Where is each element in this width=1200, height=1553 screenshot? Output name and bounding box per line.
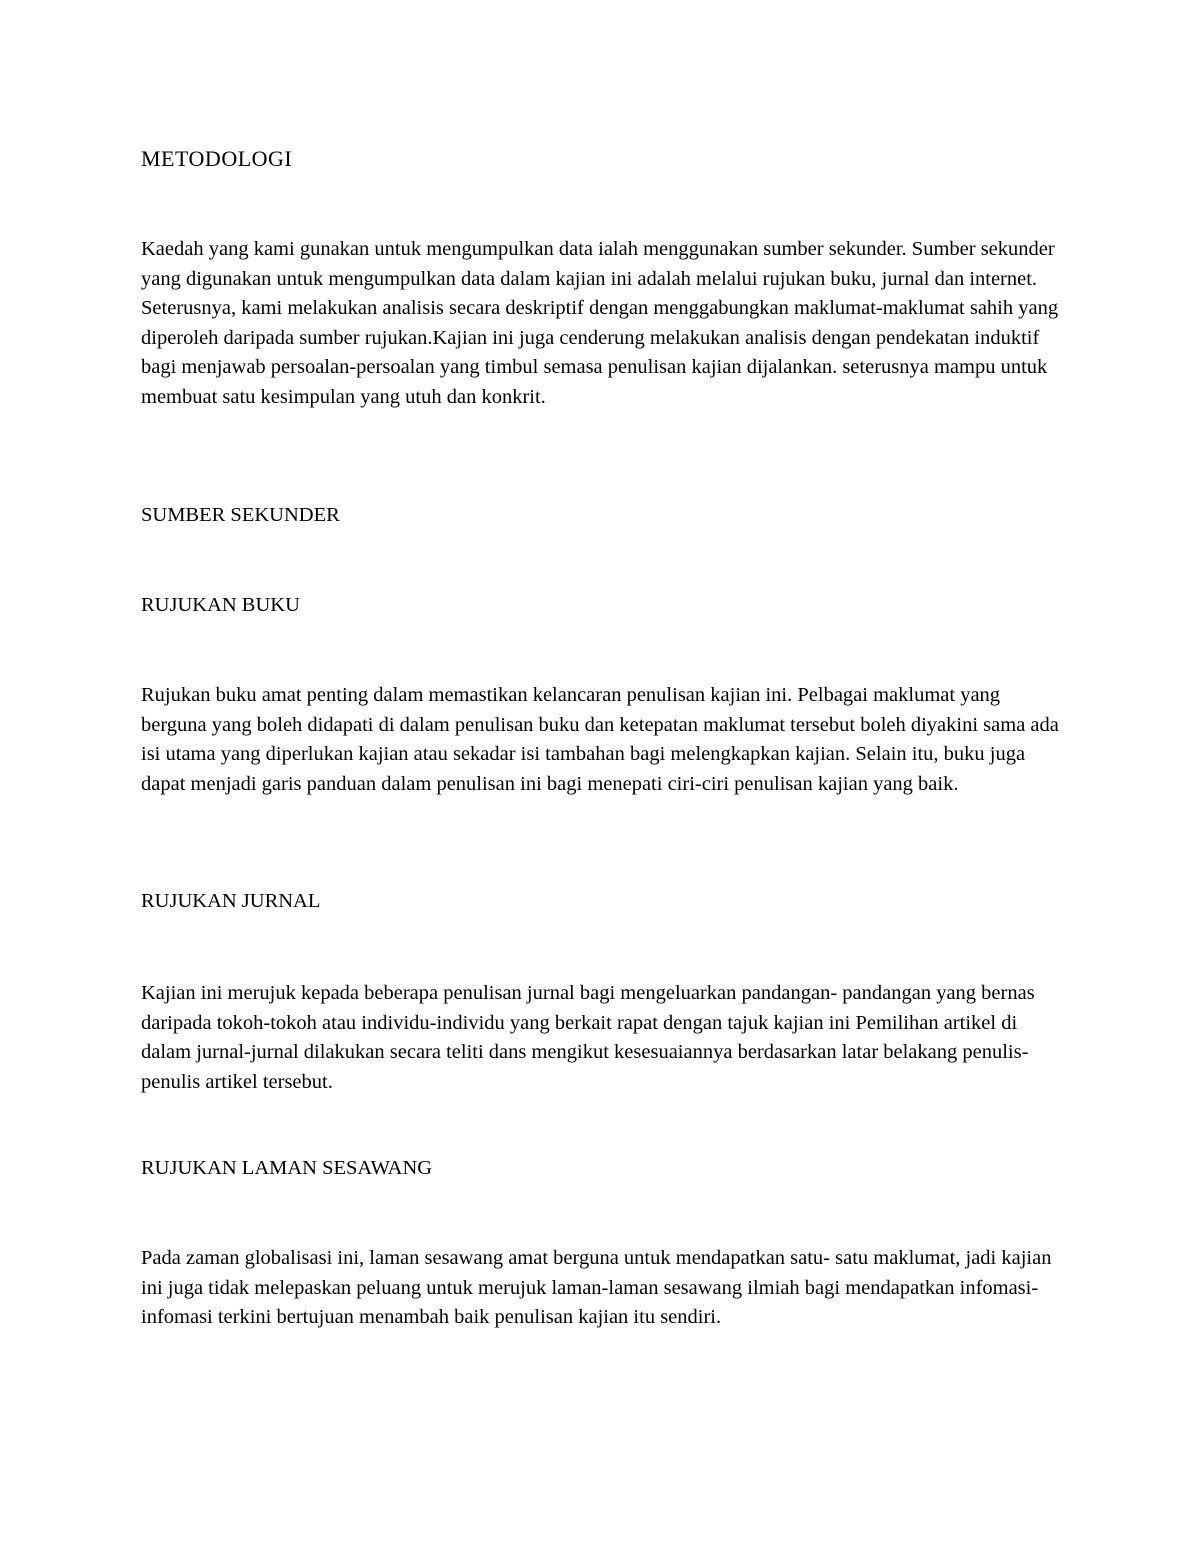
books-paragraph: Rujukan buku amat penting dalam memastikan kelancaran penulisan kajian ini. Pelbagai maklumat yang berguna yang boleh didapati di dalam penulisan buku dan ketepatan maklumat tersebut boleh diyakini sama ada isi utama yang diperlukan kajian atau sekadar isi tambahan bagi melengkapkan kajian. Selain itu, buku juga dapat menjadi garis panduan dalam penulisan ini bagi menepati ciri-ciri penulisan kajian yang baik.	[141, 684, 1059, 795]
section-heading-secondary-source: SUMBER SEKUNDER	[141, 504, 340, 526]
page-title: METODOLOGI	[141, 146, 293, 171]
section-heading-websites: RUJUKAN LAMAN SESAWANG	[141, 1157, 433, 1179]
intro-paragraph: Kaedah yang kami gunakan untuk mengumpulkan data ialah menggunakan sumber sekunder. Sumber sekunder yang digunakan untuk mengumpulkan data dalam kajian ini adalah melalui rujukan buku, jurnal dan internet. Seterusnya, kami melakukan analisis secara deskriptif dengan menggabungkan maklumat-maklumat sahih yang diperoleh daripada sumber rujukan.Kajian ini juga cenderung melakukan analisis dengan pendekatan induktif bagi menjawab persoalan-persoalan yang timbul semasa penulisan kajian dijalankan. seterusnya mampu untuk membuat satu kesimpulan yang utuh dan konkrit.	[141, 238, 1059, 408]
section-heading-books: RUJUKAN BUKU	[141, 594, 300, 616]
section-heading-journals: RUJUKAN JURNAL	[141, 890, 321, 912]
journals-paragraph: Kajian ini merujuk kepada beberapa penulisan jurnal bagi mengeluarkan pandangan- pandangan yang bernas daripada tokoh-tokoh atau individu-individu yang berkait rapat dengan tajuk kajian ini Pemilihan artikel di dalam jurnal-jurnal dilakukan secara teliti dans mengikut kesesuaiannya berdasarkan latar belakang penulis-penulis artikel tersebut.	[141, 982, 1035, 1093]
websites-paragraph: Pada zaman globalisasi ini, laman sesawang amat berguna untuk mendapatkan satu- satu maklumat, jadi kajian ini juga tidak melepaskan peluang untuk merujuk laman-laman sesawang ilmiah bagi mendapatkan infomasi-infomasi terkini bertujuan menambah baik penulisan kajian itu sendiri.	[141, 1247, 1052, 1328]
